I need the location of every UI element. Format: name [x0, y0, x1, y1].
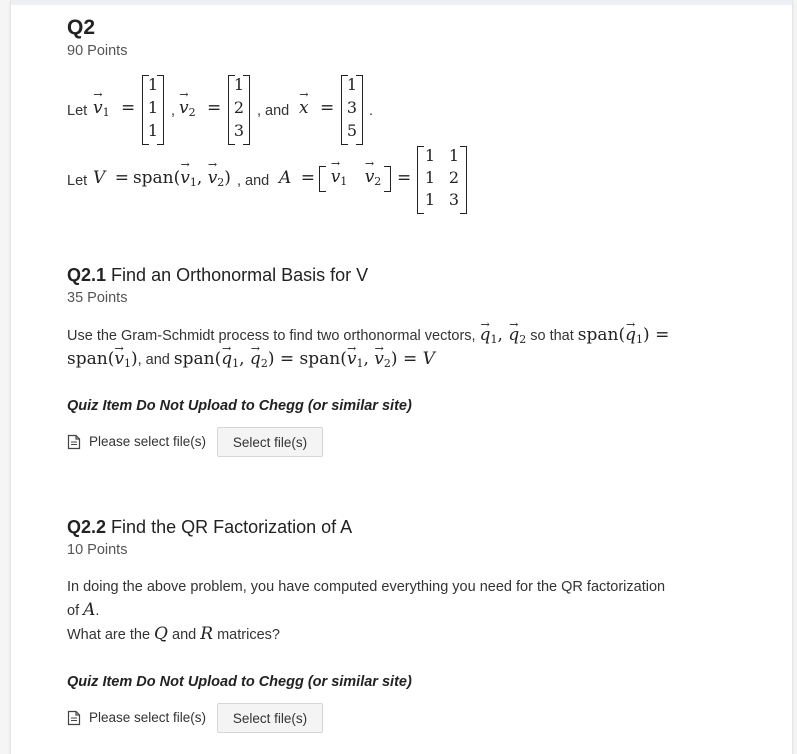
question-page: [10, 0, 793, 754]
period: .: [369, 103, 374, 119]
and-label-2: , and: [237, 173, 270, 189]
select-files-button-2-2[interactable]: Select file(s): [217, 703, 323, 733]
file-icon: [67, 710, 81, 726]
and-label: , and: [257, 103, 290, 119]
top-divider: [11, 0, 792, 5]
q21-instruction-line1: Use the Gram-Schmidt process to find two orthonormal vectors, → $q_1$, → $q_2$ so that span(→ $q_1$) =: [67, 323, 669, 352]
subquestion-points-2-1: 35 Points: [67, 290, 128, 306]
equals-sign: =: [397, 168, 412, 188]
q22-instruction-line2: of A.: [67, 600, 100, 620]
subquestion-title-2-1: Q2.1 Find an Orthonormal Basis for V: [67, 265, 369, 285]
A-column-matrix: → $v_1$ → $v_2$: [319, 166, 391, 192]
question-points: 90 Points: [67, 43, 128, 59]
comma: ,: [171, 103, 176, 119]
v2-symbol: → $v_2$ =: [179, 98, 221, 119]
A-matrix: 1 1 1 2 1 3: [417, 146, 467, 214]
x-vector: 1 3 5: [341, 75, 363, 145]
file-selection-label-2-1: Please select file(s): [89, 434, 207, 449]
span-definition: V = span(→ $v_1$, → $v_2$): [93, 168, 231, 189]
q22-instruction-line3: What are the Q and R matrices?: [67, 624, 280, 644]
let-label-2: Let: [67, 173, 88, 189]
question-title: Q2: [67, 16, 96, 39]
v1-symbol: → $v_1$ =: [93, 98, 135, 119]
A-definition: A =: [279, 168, 315, 188]
q22-instruction-line1: In doing the above problem, you have computed everything you need for the QR factorization: [67, 579, 666, 595]
file-icon: [67, 434, 81, 450]
let-label: Let: [67, 103, 88, 119]
select-files-button-2-1[interactable]: Select file(s): [217, 427, 323, 457]
v1-vector: 1 1 1: [142, 75, 164, 145]
upload-notice-2-1: Quiz Item Do Not Upload to Chegg (or similar site): [67, 398, 412, 414]
x-symbol: → x =: [299, 98, 334, 118]
subquestion-points-2-2: 10 Points: [67, 542, 128, 558]
file-selection-label-2-2: Please select file(s): [89, 710, 207, 725]
upload-notice-2-2: Quiz Item Do Not Upload to Chegg (or similar site): [67, 674, 412, 690]
v2-vector: 1 2 3: [228, 75, 250, 145]
subquestion-title-2-2: Q2.2 Find the QR Factorization of A: [67, 517, 353, 537]
q21-instruction-line2: span(→ $v_1$), and span(→ $q_1$, → $q_2$) = span(→ $v_1$, → $v_2) = V$: [67, 347, 435, 376]
